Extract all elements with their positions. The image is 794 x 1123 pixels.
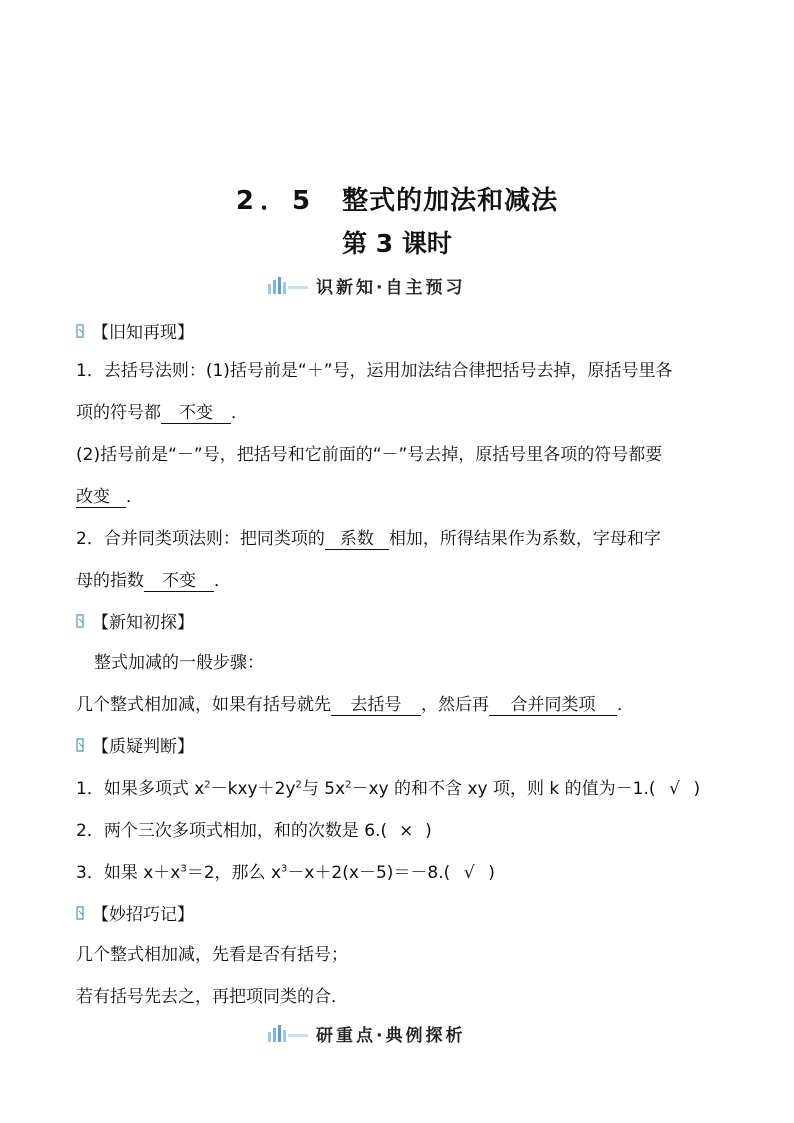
section-marker-icon <box>76 324 86 338</box>
review-q1-part2-answer-line <box>76 482 143 508</box>
review-q1-answer: 不变 <box>161 403 231 424</box>
explore-prefix: 几个整式相加减，如果有括号就先 <box>76 695 331 715</box>
review-q2-line2 <box>76 566 231 592</box>
bar-decoration-icon <box>266 1024 310 1042</box>
explore-answer2: 合并同类项 <box>489 695 617 716</box>
review-q1-line2 <box>76 398 248 424</box>
judge-q2-mark: × <box>398 821 414 841</box>
review-q2-suffix: ． <box>214 571 231 591</box>
section-tips <box>76 900 194 925</box>
section-marker-icon <box>76 906 86 920</box>
review-q1-line1: 1．去括号法则：(1)括号前是“＋”号，运用加法结合律把括号去掉，原括号里各 <box>76 361 673 381</box>
explore-steps <box>76 690 634 716</box>
review-q2-middle: 相加，所得结果作为系数，字母和字 <box>388 529 661 549</box>
title-text: 整式的加法和减法 <box>342 186 559 216</box>
judge-q1-a: 1．如果多项式 x <box>76 779 205 799</box>
lesson-subtitle: 第 3 课时 <box>342 229 452 258</box>
section-number: 2．5 <box>235 186 317 216</box>
banner-study-text: 研重点·典例探析 <box>316 1025 466 1046</box>
banner-study <box>266 1020 465 1046</box>
judge-q2 <box>76 816 432 841</box>
judge-q3-close: ) <box>488 863 495 883</box>
bar-decoration-icon <box>266 276 310 294</box>
judge-q1-close: ) <box>693 779 701 799</box>
judge-q3-exp1: 3 <box>180 863 187 875</box>
section-marker-icon <box>76 614 86 628</box>
tips-line2: 若有括号先去之，再把项同类的合． <box>76 987 348 1007</box>
judge-q3-mark: √ <box>463 863 475 883</box>
section-explore <box>76 608 194 633</box>
explore-intro: 整式加减的一般步骤： <box>94 653 264 673</box>
tips-line1: 几个整式相加减，先看是否有括号； <box>76 945 348 965</box>
explore-middle: ，然后再 <box>421 695 489 715</box>
judge-q3 <box>76 858 495 883</box>
judge-q1-exp1: 2 <box>204 779 211 791</box>
judge-q1-c: 与 5x <box>301 779 346 799</box>
judge-q3-a: 3．如果 x＋x <box>76 863 181 883</box>
review-q1-prefix: 项的符号都 <box>76 403 161 423</box>
section-judge-label: 【质疑判断】 <box>92 737 194 757</box>
review-q2-prefix: 2．合并同类项法则：把同类项的 <box>76 529 325 549</box>
judge-q2-text: 2．两个三次多项式相加，和的次数是 6.( <box>76 821 388 841</box>
section-review <box>76 318 194 343</box>
review-q1-part2-answer: 改变 <box>76 487 126 508</box>
judge-q3-c: －x＋2(x－5)＝－8.( <box>287 863 451 883</box>
section-marker-icon <box>76 738 86 752</box>
explore-answer1: 去括号 <box>331 695 421 716</box>
judge-q1-exp3: 2 <box>345 779 352 791</box>
review-q1-part2-suffix: ． <box>126 487 143 507</box>
review-q2-line2-prefix: 母的指数 <box>76 571 144 591</box>
banner-preview-text: 识新知·自主预习 <box>316 277 466 298</box>
judge-q1 <box>76 774 700 799</box>
judge-q1-d: －xy 的和不含 xy 项，则 k 的值为－1.( <box>351 779 656 799</box>
judge-q1-b: －kxy＋2y <box>210 779 296 799</box>
review-q2-answer1: 系数 <box>325 529 389 550</box>
section-judge <box>76 732 194 757</box>
judge-q2-close: ) <box>425 821 432 841</box>
page-title <box>0 180 794 217</box>
judge-q1-mark: √ <box>669 779 680 799</box>
section-explore-label: 【新知初探】 <box>92 613 194 633</box>
section-review-label: 【旧知再现】 <box>92 323 194 343</box>
judge-q3-exp2: 3 <box>281 863 288 875</box>
review-q2-answer2: 不变 <box>144 571 214 592</box>
judge-q3-b: ＝2，那么 x <box>186 863 281 883</box>
review-q1-suffix: ． <box>231 403 248 423</box>
review-q2-line1 <box>76 524 661 550</box>
judge-q1-exp2: 2 <box>295 779 302 791</box>
section-tips-label: 【妙招巧记】 <box>92 905 194 925</box>
explore-suffix: ． <box>617 695 634 715</box>
review-q1-part2: (2)括号前是“－”号，把括号和它前面的“－”号去掉，原括号里各项的符号都要 <box>76 445 663 465</box>
banner-preview <box>266 272 465 298</box>
